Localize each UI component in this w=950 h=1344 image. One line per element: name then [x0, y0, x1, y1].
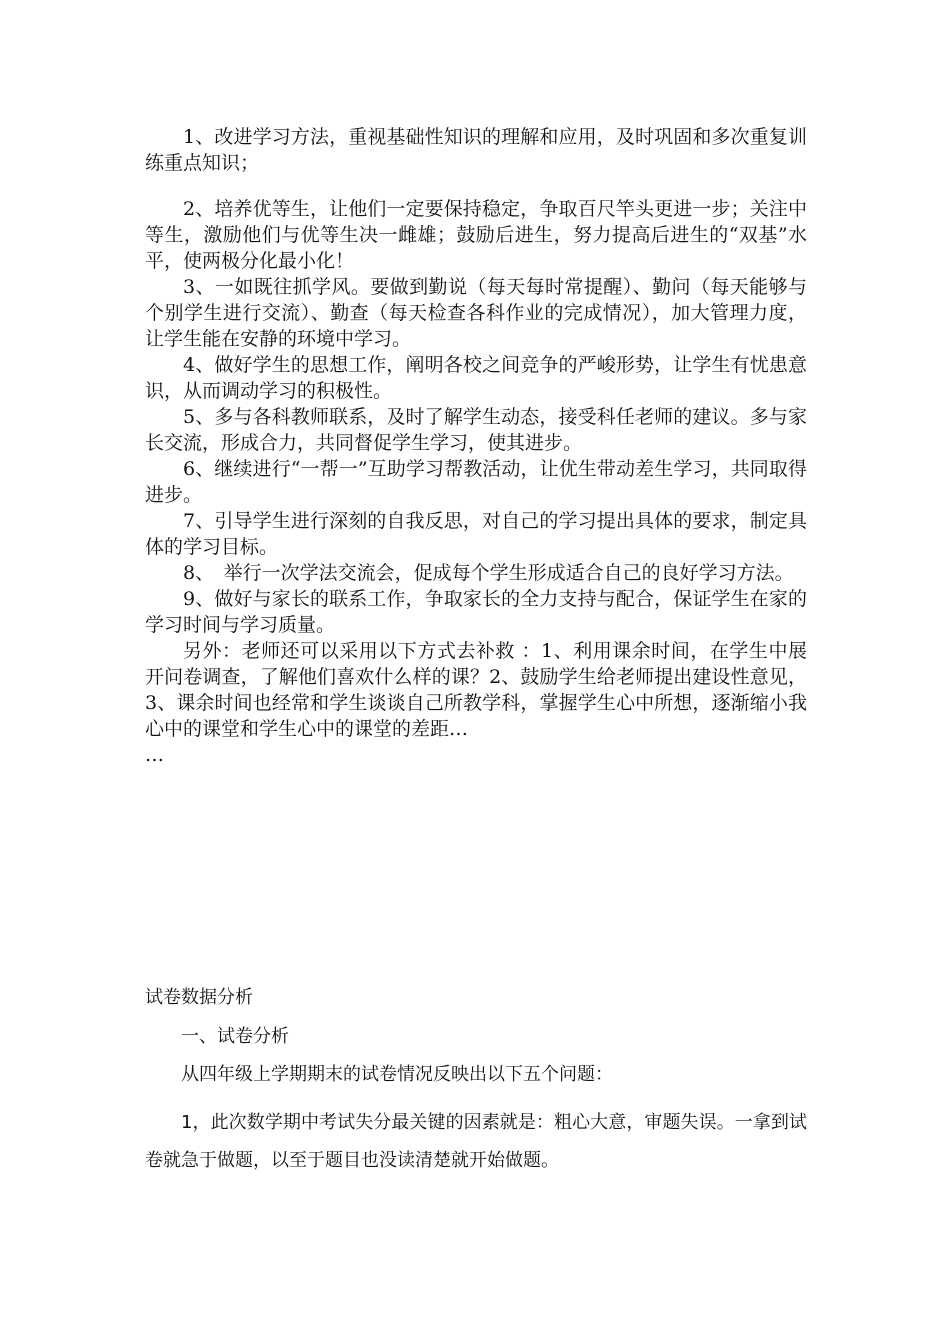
- paragraph-block-1: [145, 124, 807, 176]
- list-item: 8、 举行一次学法交流会，促成每个学生形成适合自己的良好学习方法。: [183, 562, 794, 584]
- section-title: 试卷数据分析: [145, 987, 253, 1008]
- list-item: 9、做好与家长的联系工作，争取家长的全力支持与配合，保证学生在家的学习时间与学习质量。: [145, 588, 807, 636]
- section-intro: 从四年级上学期期末的试卷情况反映出以下五个问题：: [181, 1064, 613, 1085]
- list-item: 另外：老师还可以采用以下方式去补救 ：1、利用课余时间，在学生中展开问卷调查，了解他们喜欢什么样的课？2、鼓励学生给老师提出建设性意见，3、课余时间也经常和学生谈谈自己所教学科，掌握学生心中所想，逐渐缩小我心中的课堂和学生心中的课堂的差距…: [145, 640, 807, 740]
- section-point-1: 1，此次数学期中考试失分最关键的因素就是：粗心大意，审题失误。一拿到试卷就急于做题，以至于题目也没读清楚就开始做题。: [145, 1112, 807, 1171]
- list-item: 6、继续进行“一帮一”互助学习帮教活动，让优生带动差生学习，共同取得进步。: [145, 458, 807, 506]
- paragraph-block-2: [145, 196, 807, 768]
- list-item: 5、多与各科教师联系，及时了解学生动态，接受科任老师的建议。多与家长交流，形成合力，共同督促学生学习，使其进步。: [145, 406, 807, 454]
- ellipsis-continuation: …: [145, 744, 164, 766]
- list-item: 1、改进学习方法，重视基础性知识的理解和应用，及时巩固和多次重复训练重点知识；: [145, 126, 807, 174]
- list-item: 7、引导学生进行深刻的自我反思，对自己的学习提出具体的要求，制定具体的学习目标。: [145, 510, 807, 558]
- list-item: 2、培养优等生，让他们一定要保持稳定，争取百尺竿头更进一步；关注中等生，激励他们与优等生决一雌雄；鼓励后进生，努力提高后进生的“双基”水平，使两极分化最小化！: [145, 198, 807, 272]
- list-item: 3、一如既往抓学风。要做到勤说（每天每时常提醒）、勤问（每天能够与个别学生进行交流）、勤查（每天检查各科作业的完成情况），加大管理力度，让学生能在安静的环境中学习。: [145, 276, 807, 350]
- section-heading: 一、试卷分析: [181, 1026, 289, 1047]
- list-item: 4、做好学生的思想工作，阐明各校之间竞争的严峻形势，让学生有忧患意识，从而调动学习的积极性。: [145, 354, 807, 402]
